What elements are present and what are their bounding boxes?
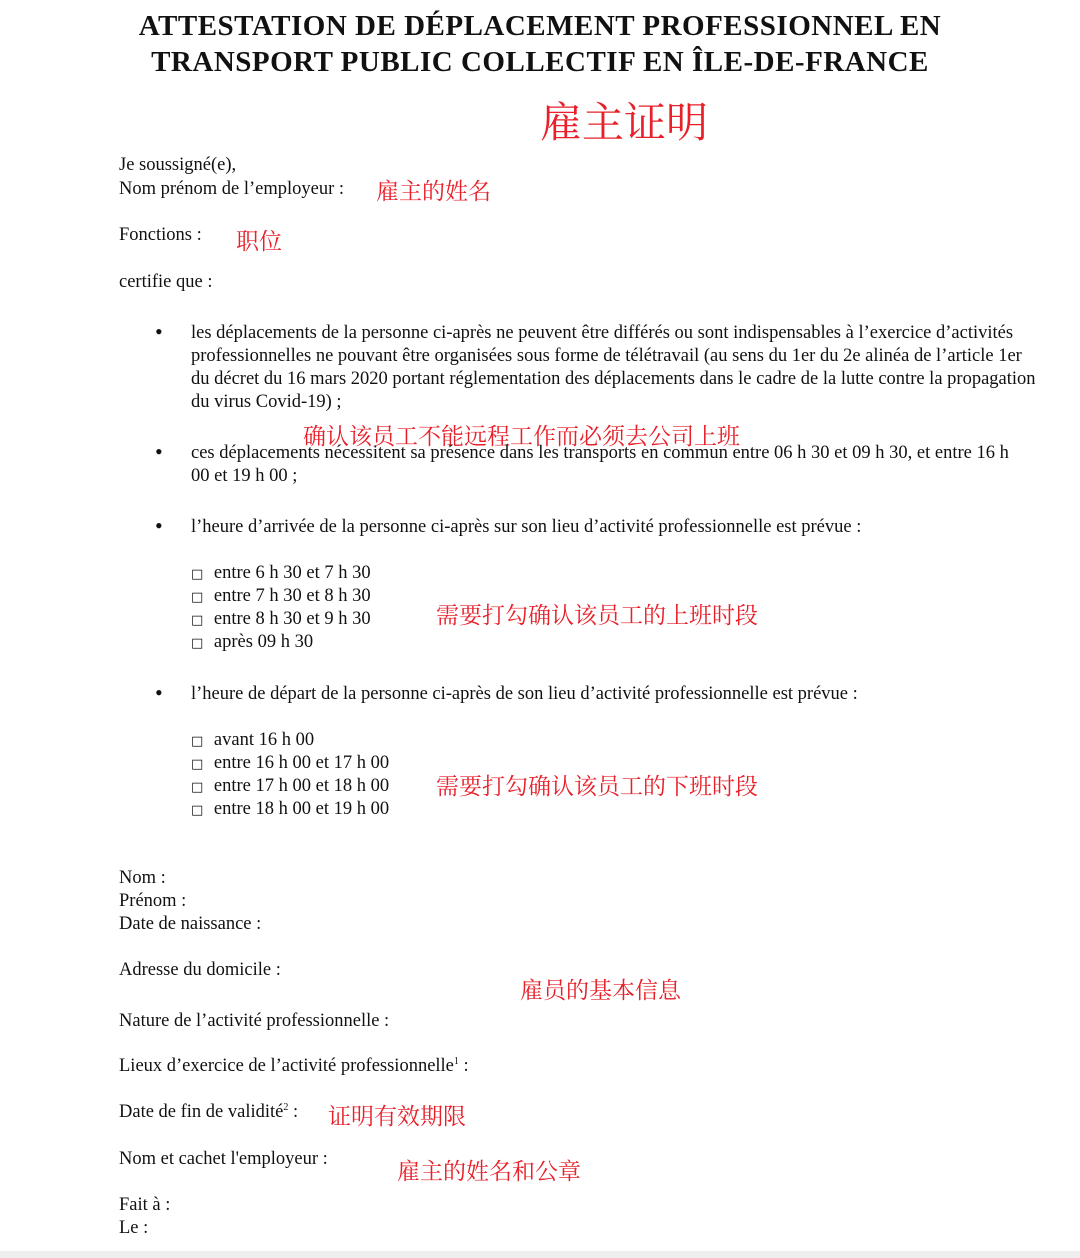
employer-stamp-label: Nom et cachet l'employeur : <box>119 1149 328 1169</box>
departure-option-label: entre 18 h 00 et 19 h 00 <box>213 799 390 819</box>
bullet-mark: • <box>155 513 163 538</box>
annotation-cannot-telework: 确认该员工不能远程工作而必须去公司上班 <box>303 424 740 450</box>
departure-option-label: avant 16 h 00 <box>213 730 315 750</box>
arrival-options <box>191 562 371 654</box>
checkbox[interactable]: □ <box>191 734 204 749</box>
arrival-option-label: entre 6 h 30 et 7 h 30 <box>213 563 371 583</box>
certifies-label: certifie que : <box>119 272 213 292</box>
annotation-arrival-hours: 需要打勾确认该员工的上班时段 <box>436 603 758 629</box>
annotation-position: 职位 <box>236 229 282 255</box>
arrival-option-label: entre 8 h 30 et 9 h 30 <box>213 609 371 629</box>
bullet-mark: • <box>155 680 163 705</box>
checkbox[interactable]: □ <box>191 590 204 605</box>
checkbox[interactable]: □ <box>191 567 204 582</box>
list-item <box>191 775 389 798</box>
date-label: Le : <box>119 1218 149 1238</box>
annotation-employer-stamp: 雇主的姓名和公章 <box>397 1159 581 1185</box>
bullet-text-transport-hours: ces déplacements nécessitent sa présence dans les transports en commun entre 06 h 30 et 09 h 30, et entre 16 h 00 et 19 h 00 ; <box>191 443 1009 486</box>
page-bottom-edge <box>0 1251 1080 1258</box>
made-at-label: Fait à : <box>119 1195 171 1215</box>
annotation-validity: 证明有效期限 <box>328 1104 466 1130</box>
list-item <box>191 562 371 585</box>
validity-end-date-label: Date de fin de validité$^2$ : <box>119 1101 299 1122</box>
undersigned-label: Je soussigné(e), <box>119 155 237 175</box>
departure-option-label: entre 16 h 00 et 17 h 00 <box>213 753 390 773</box>
departure-option-label: entre 17 h 00 et 18 h 00 <box>213 776 390 796</box>
document-title-line-1: ATTESTATION DE DÉPLACEMENT PROFESSIONNEL EN <box>138 10 942 42</box>
annotation-employer-certificate: 雇主证明 <box>540 98 709 147</box>
employee-address-label: Adresse du domicile : <box>119 960 281 980</box>
bullet-mark: • <box>155 319 163 344</box>
activity-nature-label: Nature de l’activité professionnelle : <box>119 1011 390 1031</box>
arrival-option-label: après 09 h 30 <box>213 632 314 652</box>
checkbox[interactable]: □ <box>191 636 204 651</box>
arrival-option-label: entre 7 h 30 et 8 h 30 <box>213 586 371 606</box>
list-item <box>191 608 371 631</box>
activity-places-label: Lieux d’exercice de l’activité professionnelle$^1$ : <box>119 1055 469 1076</box>
checkbox[interactable]: □ <box>191 803 204 818</box>
employee-first-name-label: Prénom : <box>119 891 187 911</box>
list-item <box>191 729 389 752</box>
bullet-text-no-telework: les déplacements de la personne ci-après ne peuvent être différés ou sont indispensables à l’exercice d’activités professionnelles ne pouvant être organisées sous forme de télétravail (au sens du 1er du 2e alinéa de l’article 1er du décret du 16 mars 2020 portant réglementation des déplacements dans le cadre de la lutte contre la propagation du virus Covid-19) ; <box>191 323 1036 412</box>
list-item <box>191 631 371 654</box>
list-item <box>191 798 389 821</box>
functions-label: Fonctions : <box>119 225 202 245</box>
departure-options <box>191 729 389 821</box>
annotation-employer-name: 雇主的姓名 <box>376 179 491 205</box>
employee-birth-date-label: Date de naissance : <box>119 914 262 934</box>
checkbox[interactable]: □ <box>191 613 204 628</box>
bullet-text-departure: l’heure de départ de la personne ci-après de son lieu d’activité professionnelle est prévue : <box>191 684 858 704</box>
list-item <box>191 585 371 608</box>
checkbox[interactable]: □ <box>191 780 204 795</box>
employee-last-name-label: Nom : <box>119 868 166 888</box>
employer-name-label: Nom prénom de l’employeur : <box>119 179 345 199</box>
list-item <box>191 752 389 775</box>
footnote-ref: 1 <box>453 1055 459 1067</box>
bullet-mark: • <box>155 439 163 464</box>
annotation-employee-info: 雇员的基本信息 <box>520 978 681 1004</box>
bullet-text-arrival: l’heure d’arrivée de la personne ci-après sur son lieu d’activité professionnelle est prévue : <box>191 517 862 537</box>
annotation-departure-hours: 需要打勾确认该员工的下班时段 <box>436 774 758 800</box>
document-title-line-2: TRANSPORT PUBLIC COLLECTIF EN ÎLE-DE-FRANCE <box>151 46 929 78</box>
checkbox[interactable]: □ <box>191 757 204 772</box>
footnote-ref: 2 <box>283 1101 289 1113</box>
